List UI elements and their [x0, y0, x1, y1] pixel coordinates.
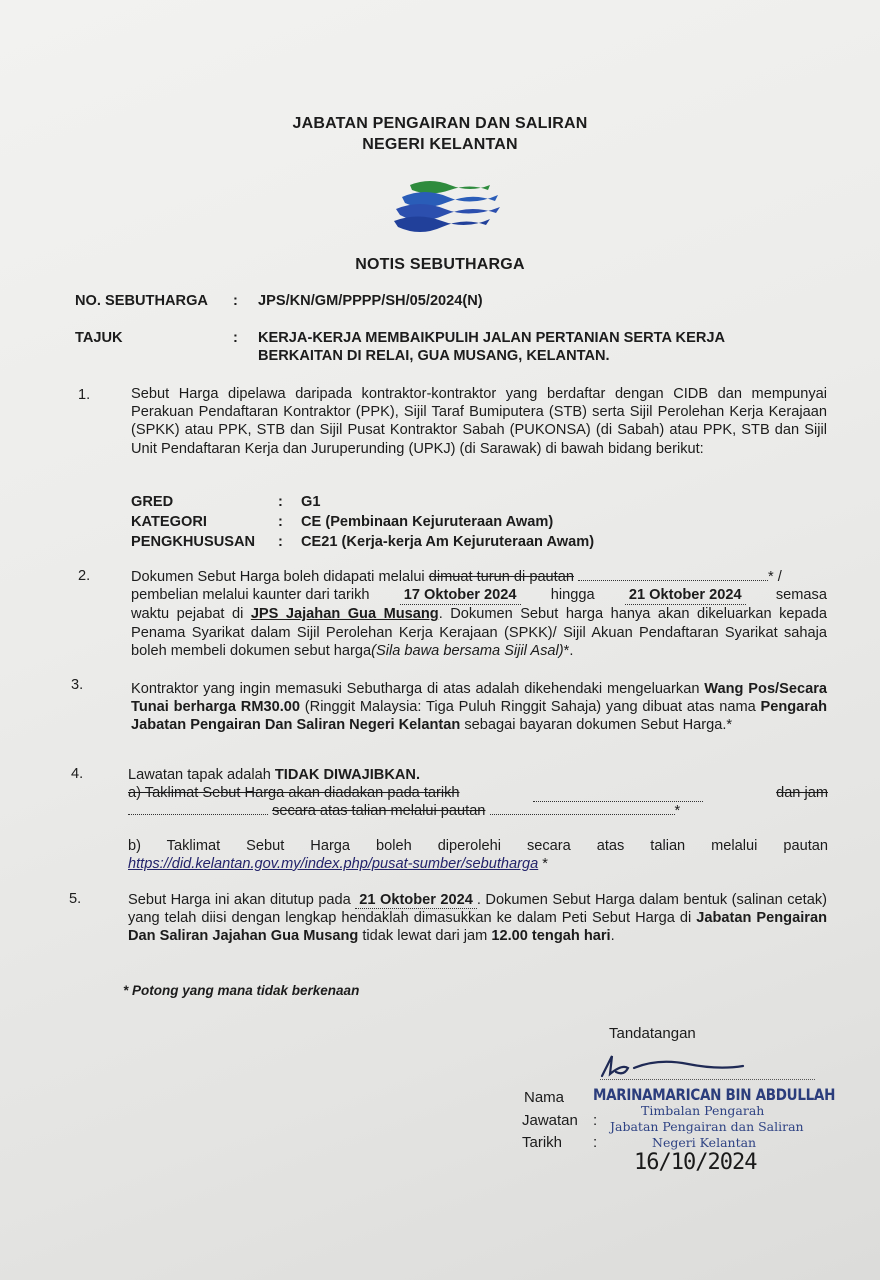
jawatan-label: Jawatan [522, 1112, 578, 1129]
section-2-end: *. [563, 642, 574, 659]
signatory-position-1: Timbalan Pengarah [641, 1103, 765, 1118]
briefing-a-strike-2: secara atas talian melalui pautan [272, 803, 486, 820]
section-2-part-b: pembelian melalui kaunter dari tarikh [131, 587, 370, 604]
footnote: * Potong yang mana tidak berkenaan [123, 983, 360, 998]
office-name: JPS Jajahan Gua Musang [250, 606, 439, 623]
handwritten-date: 16/10/2024 [634, 1150, 757, 1175]
tajuk-line-2: BERKAITAN DI RELAI, GUA MUSANG, KELANTAN. [258, 348, 610, 364]
tarikh-colon: : [593, 1134, 598, 1151]
tajuk-label: TAJUK [75, 330, 123, 346]
section-3-part-a: Kontraktor yang ingin memasuki Sebutharga di atas adalah dikehendaki mengeluarkan [131, 681, 705, 697]
section-5-part-d: tidak lewat dari jam [358, 928, 492, 945]
signatory-position-3: Negeri Kelantan [652, 1135, 757, 1150]
section-3-part-c: (Ringgit Malaysia: Tiga Puluh Ringgit Sahaja) yang dibuat atas nama [300, 699, 761, 716]
briefing-a-strike: a) Taklimat Sebut Harga akan diadakan pada tarikh [128, 785, 460, 802]
notice-title: NOTIS SEBUTHARGA [355, 256, 525, 273]
briefing-link[interactable]: https://did.kelantan.gov.my/index.php/pusat-sumber/sebutharga [128, 855, 539, 872]
section-3-payee: Pengarah Jabatan Pengairan Dan Saliran Negeri Kelantan [131, 699, 827, 734]
section-3-number: 3. [71, 677, 84, 693]
kategori-label: KATEGORI [131, 514, 207, 530]
section-2-line-2 [131, 586, 827, 605]
pengkhususan-colon: : [278, 534, 283, 550]
gred-colon: : [278, 494, 283, 510]
section-2-note: (Sila bawa bersama Sijil Asal) [371, 642, 564, 659]
section-5-time: 12.00 tengah hari [491, 928, 611, 945]
ref-no-label: NO. SEBUTHARGA [75, 293, 208, 309]
section-3-part-e: sebagai bayaran dokumen Sebut Harga.* [460, 717, 733, 734]
section-4-not-required: TIDAK DIWAJIBKAN. [274, 767, 420, 783]
section-2-part-e: waktu pejabat di [131, 606, 251, 623]
section-2-line-1 [131, 568, 827, 586]
department-name: JABATAN PENGAIRAN DAN SALIRAN [292, 115, 588, 132]
section-4-line-1 [128, 766, 828, 784]
signature-line [600, 1079, 815, 1080]
section-5-end: . [610, 928, 615, 945]
section-1-number: 1. [78, 387, 91, 403]
section-2-text [131, 568, 827, 660]
section-5-number: 5. [69, 891, 82, 907]
section-4-part-a: Lawatan tapak adalah [128, 767, 275, 783]
signatory-position-2: Jabatan Pengairan dan Saliran [610, 1119, 804, 1134]
section-4-number: 4. [71, 766, 84, 782]
section-1-text: Sebut Harga dipelawa daripada kontraktor-kontraktor yang berdaftar dengan CIDB dan mempunyai Perakuan Pendaftaran Kontraktor (PPK), Sijil Taraf Bumiputera (STB) serta Sijil Perolehan Kerja Kerajaan (SPKK) atau PPK, STB dan Sijil Pusat Kontraktor Sabah (PUKONSA) (di Sabah) atau PPK, STB dan Sijil Unit Pendaftaran Kerja dan Juruperunding (UPKJ) (di Sarawak) di bawah bidang berikut: [131, 386, 827, 457]
briefing-date-blank [533, 784, 703, 802]
ref-no-value: JPS/KN/GM/PPPP/SH/05/2024(N) [258, 293, 483, 309]
section-2-rest [131, 605, 827, 660]
date-from: 17 Oktober 2024 [400, 586, 521, 605]
pengkhususan-value: CE21 (Kerja-kerja Am Kejuruteraan Awam) [301, 534, 595, 550]
jawatan-colon: : [593, 1112, 598, 1129]
section-2-part-a: Dokumen Sebut Harga boleh didapati melalui [131, 569, 429, 585]
gred-value: G1 [301, 494, 321, 510]
jps-waves-logo-icon [390, 175, 510, 235]
briefing-a-strike-end: dan jam [776, 785, 828, 802]
section-2-part-d: semasa [775, 587, 827, 604]
section-3-text [131, 680, 827, 735]
closing-date: 21 Oktober 2024 [355, 892, 477, 909]
briefing-link-line [128, 855, 828, 873]
section-3-payment: Wang Pos/Secara Tunai berharga RM30.00 [131, 681, 827, 716]
state-name: NEGERI KELANTAN [362, 136, 518, 153]
briefing-link-star: * [538, 855, 548, 872]
section-4-strike-line-2 [128, 802, 828, 820]
briefing-b: b) Taklimat Sebut Harga boleh diperolehi secara atas talian melalui pautan [128, 837, 828, 854]
section-2-blank [578, 580, 768, 581]
date-to: 21 Oktober 2024 [625, 586, 746, 605]
signatory-name-stamp: MARINAMARICAN BIN ABDULLAH [593, 1086, 836, 1105]
tajuk-colon: : [233, 330, 238, 346]
briefing-link-blank [490, 814, 675, 815]
section-5-text [128, 891, 827, 946]
tarikh-label: Tarikh [522, 1134, 563, 1151]
section-2-strike: dimuat turun di pautan [428, 569, 574, 585]
section-5-office: Jabatan Pengairan Dan Saliran Jajahan Gua Musang [128, 910, 827, 945]
kategori-value: CE (Pembinaan Kejuruteraan Awam) [301, 514, 554, 530]
signature-label: Tandatangan [609, 1025, 696, 1042]
kategori-colon: : [278, 514, 283, 530]
section-2-part-c: hingga [550, 587, 595, 604]
nama-label: Nama [524, 1089, 565, 1106]
ref-no-colon: : [233, 293, 238, 309]
section-2-star-slash: * / [768, 569, 782, 585]
section-2-part-f: . Dokumen Sebut harga hanya akan dikeluarkan kepada Penama Syarikat dalam Sijil Perolehan Kerja Kerajaan (SPKK)/ Sijil Akuan Pendaftaran Syarikat sahaja boleh membeli dokumen sebut harga [131, 606, 827, 659]
section-2-number: 2. [78, 568, 91, 584]
section-5-part-a: Sebut Harga ini akan ditutup pada [128, 892, 356, 908]
tajuk-value [258, 330, 818, 364]
gred-label: GRED [131, 494, 174, 510]
pengkhususan-label: PENGKHUSUSAN [131, 534, 256, 550]
section-4-strike-line-1 [128, 784, 828, 802]
briefing-time-blank [128, 814, 268, 815]
section-5-part-b: . Dokumen Sebut Harga dalam bentuk (salinan cetak) yang telah diisi dengan lengkap hendaklah dimasukkan ke dalam Peti Sebut Harga di [128, 892, 827, 927]
section-4-text [128, 766, 828, 873]
section-4-star: * [674, 803, 681, 820]
tajuk-line-1: KERJA-KERJA MEMBAIKPULIH JALAN PERTANIAN SERTA KERJA [258, 330, 726, 346]
